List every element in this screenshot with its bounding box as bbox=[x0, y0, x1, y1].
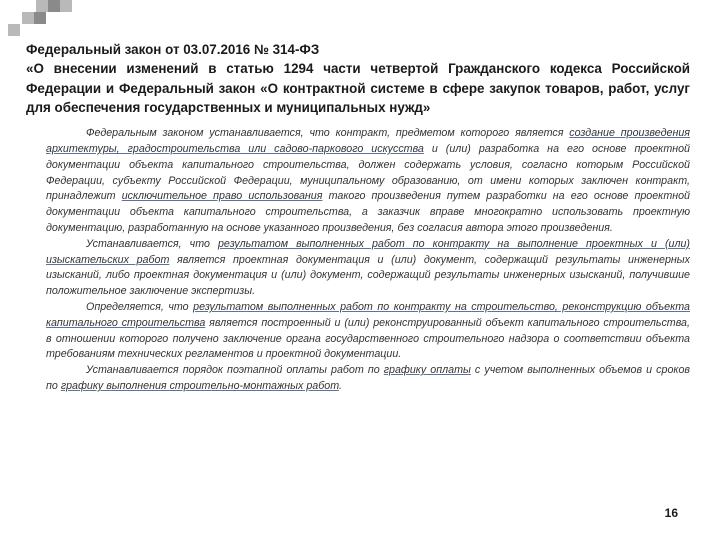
underlined-phrase: результатом выполненных работ по контракту на строительство, реконструкцию объекта капитального строительства bbox=[46, 300, 690, 329]
deco-square bbox=[34, 12, 46, 24]
underlined-phrase: создание произведения архитектуры, градостроительства или садово-паркового искусства bbox=[46, 127, 690, 155]
text-span: Устанавливается порядок поэтапной оплаты работ по bbox=[86, 364, 380, 377]
deco-square bbox=[8, 24, 20, 36]
decorative-squares bbox=[8, 0, 72, 40]
text-span: с учетом выполненных объемов и сроков по bbox=[46, 364, 690, 392]
deco-square bbox=[22, 12, 34, 24]
deco-square bbox=[48, 0, 60, 12]
text-span: является построенный и (или) реконструированный объект капитального строительства, в отношении которого получено заключение органа государственного строительного надзора о соответствии объекта требованиям технических регламентов и проектной документации. bbox=[46, 316, 690, 361]
paragraph-design-works bbox=[46, 237, 690, 300]
text-span: Федеральным законом устанавливается, что контракт, предметом которого является bbox=[86, 127, 564, 140]
underlined-phrase: исключительное право использования bbox=[121, 190, 323, 203]
underlined-phrase: графику выполнения строительно-монтажных работ bbox=[60, 379, 339, 392]
text-span: такого произведения путем разработки на его основе проектной документации объекта капитального строительства, а заказчик вправе многократно использовать проектную документацию, разработанную на основе указанного произведения, без согласия автора этого произведения. bbox=[46, 190, 691, 234]
law-title: Федеральный закон от 03.07.2016 № 314-ФЗ bbox=[26, 42, 320, 57]
paragraph-construction-works bbox=[46, 300, 690, 363]
text-span: Определяется, что bbox=[86, 300, 189, 313]
deco-square bbox=[60, 0, 72, 12]
page-number: 16 bbox=[664, 506, 678, 520]
slide-content bbox=[26, 40, 690, 530]
law-subtitle: «О внесении изменений в статью 1294 части четвертой Гражданского кодекса Российской Федерации и Федеральный закон «О контрактной системе в сфере закупок товаров, работ, услуг для обеспечения государственных и муниципальных нужд» bbox=[26, 61, 690, 115]
text-span: Устанавливается, что bbox=[86, 237, 210, 250]
paragraph-payment-schedule bbox=[46, 363, 690, 395]
body-text bbox=[46, 126, 690, 395]
text-span: . bbox=[339, 379, 342, 392]
underlined-phrase: графику оплаты bbox=[383, 364, 471, 377]
deco-square bbox=[36, 0, 48, 12]
text-span: является проектная документация и (или) документ, содержащий результаты инженерных изысканий, либо проектная документация и (или) документ, содержащий результаты инженерных изысканий, получившие положительное заключение экспертизы. bbox=[46, 253, 690, 298]
slide-heading bbox=[26, 40, 690, 117]
underlined-phrase: результатом выполненных работ по контракту на выполнение проектных и (или) изыскательских работ bbox=[46, 237, 690, 266]
paragraph-contract-subject bbox=[46, 126, 690, 237]
text-span: и (или) разработка на его основе проектной документации объекта капитального строительства, должен содержать условия, согласно которым Российской Федерации, субъекту Российской Федерации, муниципальному образованию, от имени которых заключен контракт, принадлежит bbox=[46, 142, 690, 203]
